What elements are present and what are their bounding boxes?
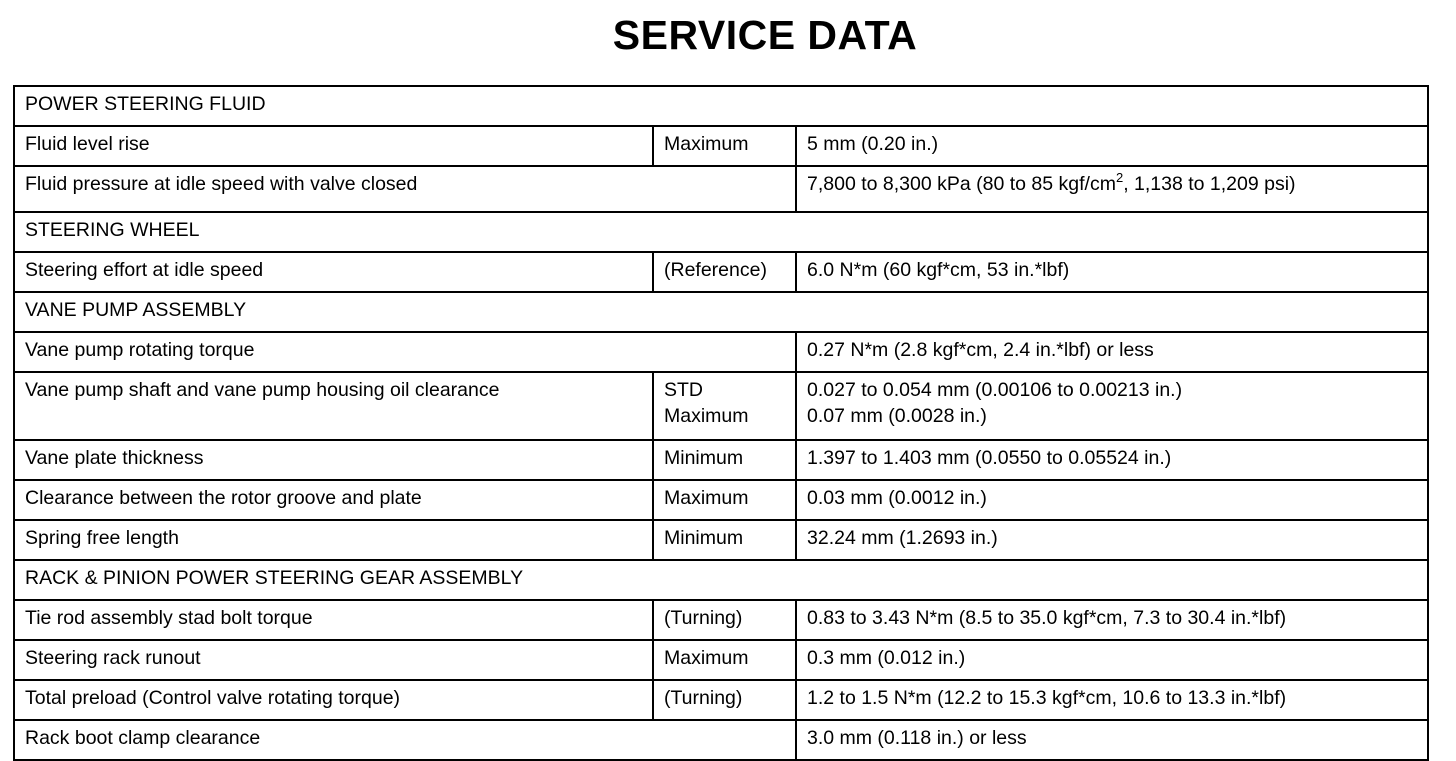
section-title: STEERING WHEEL (25, 219, 200, 241)
item-label: Vane pump rotating torque (25, 339, 255, 361)
value-text: 0.27 N*m (2.8 kgf*cm, 2.4 in.*lbf) or less (807, 339, 1154, 361)
value-text: 6.0 N*m (60 kgf*cm, 53 in.*lbf) (807, 259, 1070, 281)
qualifier-cell (653, 680, 796, 720)
qualifier: Minimum (664, 527, 744, 549)
value-text: 3.0 mm (0.118 in.) or less (807, 727, 1027, 749)
value-cell (796, 520, 1428, 560)
value-cell (796, 252, 1428, 292)
table-row (14, 680, 1428, 720)
qualifier: Maximum (664, 405, 749, 427)
item-label: Steering effort at idle speed (25, 259, 264, 281)
qualifier-cell (653, 480, 796, 520)
qualifier-cell (653, 600, 796, 640)
section-header-row (14, 86, 1428, 126)
item-label: Clearance between the rotor groove and plate (25, 487, 422, 509)
value-text: 1.397 to 1.403 mm (0.0550 to 0.05524 in.) (807, 447, 1172, 469)
item-label: Spring free length (25, 527, 179, 549)
value-text: 0.83 to 3.43 N*m (8.5 to 35.0 kgf*cm, 7.3 to 30.4 in.*lbf) (807, 607, 1287, 629)
item-label-cell (14, 332, 796, 372)
table-row (14, 640, 1428, 680)
section-header-cell (14, 86, 1428, 126)
item-label: Steering rack runout (25, 647, 201, 669)
section-title: VANE PUMP ASSEMBLY (25, 299, 247, 321)
service-data-table (13, 85, 1429, 761)
item-label-cell (14, 600, 653, 640)
value-text: 7,800 to 8,300 kPa (80 to 85 kgf/cm (807, 173, 1116, 195)
table-row (14, 332, 1428, 372)
qualifier: (Turning) (664, 687, 743, 709)
item-label: Vane plate thickness (25, 447, 204, 469)
value-cell (796, 332, 1428, 372)
section-title: RACK & PINION POWER STEERING GEAR ASSEMBLY (25, 567, 524, 589)
item-label-cell (14, 440, 653, 480)
qualifier-cell (653, 372, 796, 440)
value-text: 32.24 mm (1.2693 in.) (807, 527, 998, 549)
value-cell (796, 372, 1428, 440)
value-cell (796, 680, 1428, 720)
item-label: Rack boot clamp clearance (25, 727, 261, 749)
value-cell (796, 440, 1428, 480)
table-row (14, 720, 1428, 760)
value-text: 5 mm (0.20 in.) (807, 133, 939, 155)
qualifier-cell (653, 440, 796, 480)
table-row (14, 520, 1428, 560)
superscript: 2 (1115, 170, 1124, 185)
item-label-cell (14, 252, 653, 292)
qualifier-cell (653, 520, 796, 560)
table-row (14, 440, 1428, 480)
value-cell (796, 480, 1428, 520)
item-label-cell (14, 372, 653, 440)
item-label-cell (14, 126, 653, 166)
value-cell (796, 640, 1428, 680)
section-header-cell (14, 560, 1428, 600)
item-label-cell (14, 680, 653, 720)
value-cell (796, 126, 1428, 166)
qualifier: Maximum (664, 487, 749, 509)
table-row (14, 252, 1428, 292)
section-title: POWER STEERING FLUID (25, 93, 266, 115)
qualifier-cell (653, 640, 796, 680)
item-label: Vane pump shaft and vane pump housing oil clearance (25, 379, 500, 401)
table-row (14, 166, 1428, 212)
page-title: SERVICE DATA (612, 12, 918, 58)
value-text: 1.2 to 1.5 N*m (12.2 to 15.3 kgf*cm, 10.6 to 13.3 in.*lbf) (807, 687, 1287, 709)
value-cell (796, 600, 1428, 640)
item-label-cell (14, 520, 653, 560)
table-row (14, 600, 1428, 640)
section-header-cell (14, 212, 1428, 252)
qualifier: Minimum (664, 447, 744, 469)
value-text: 0.027 to 0.054 mm (0.00106 to 0.00213 in.) (807, 379, 1183, 401)
item-label: Fluid pressure at idle speed with valve closed (25, 173, 418, 195)
qualifier-cell (653, 252, 796, 292)
qualifier-cell (653, 126, 796, 166)
section-header-row (14, 292, 1428, 332)
qualifier: Maximum (664, 133, 749, 155)
value-cell (796, 720, 1428, 760)
value-text: 0.07 mm (0.0028 in.) (807, 405, 987, 427)
item-label-cell (14, 166, 796, 212)
item-label: Fluid level rise (25, 133, 150, 155)
table-row (14, 372, 1428, 440)
table-row (14, 126, 1428, 166)
qualifier: (Reference) (664, 259, 767, 281)
section-header-row (14, 560, 1428, 600)
qualifier: Maximum (664, 647, 749, 669)
section-header-cell (14, 292, 1428, 332)
item-label-cell (14, 720, 796, 760)
value-text: , 1,138 to 1,209 psi) (1123, 173, 1296, 195)
item-label-cell (14, 480, 653, 520)
value-text: 0.3 mm (0.012 in.) (807, 647, 966, 669)
qualifier: (Turning) (664, 607, 743, 629)
table-row (14, 480, 1428, 520)
value-cell (796, 166, 1428, 212)
item-label: Tie rod assembly stad bolt torque (25, 607, 313, 629)
item-label-cell (14, 640, 653, 680)
value-text: 0.03 mm (0.0012 in.) (807, 487, 987, 509)
section-header-row (14, 212, 1428, 252)
item-label: Total preload (Control valve rotating torque) (25, 687, 401, 709)
qualifier: STD (664, 379, 703, 401)
